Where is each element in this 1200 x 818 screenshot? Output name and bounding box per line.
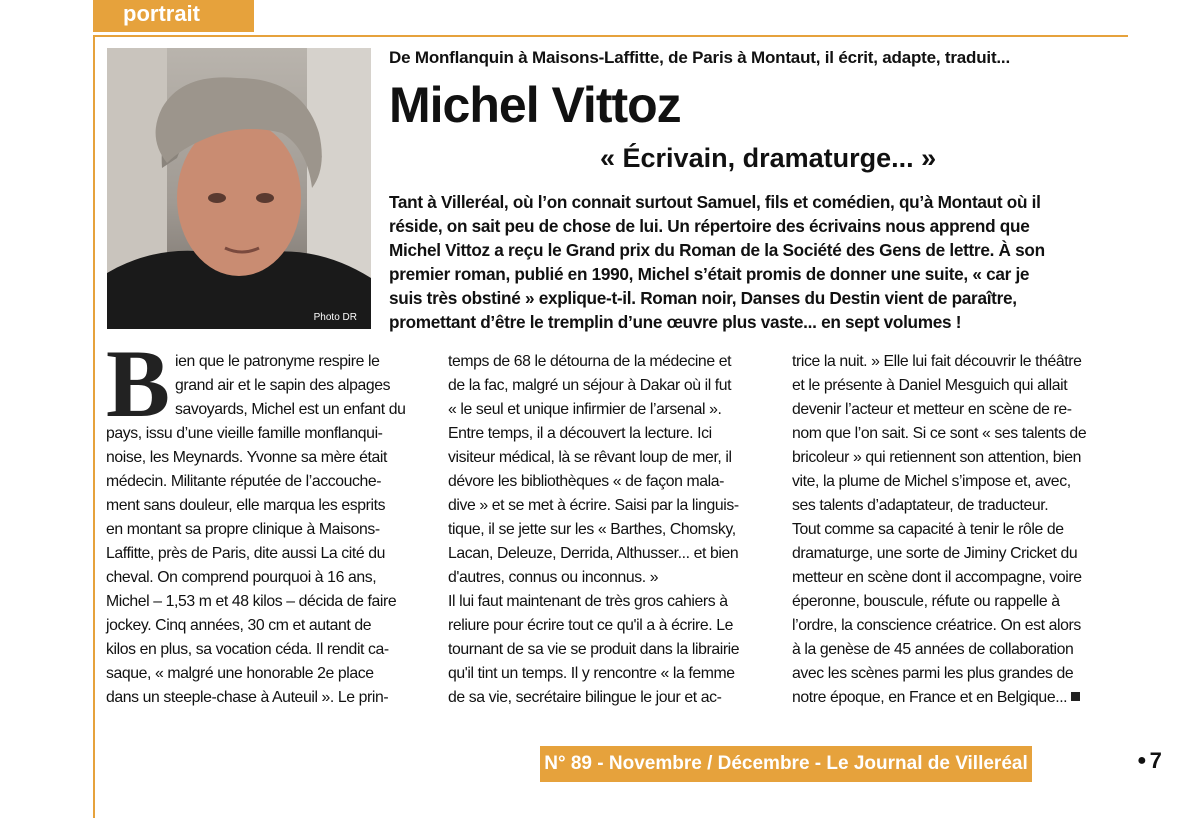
body-column-3 bbox=[792, 350, 1122, 710]
body-line: saque, « malgré une honorable 2e place bbox=[106, 665, 374, 682]
body-line: bricoleur » qui retiennent son attention, bien bbox=[792, 449, 1081, 466]
left-rule bbox=[93, 35, 95, 818]
body-column-1 bbox=[106, 350, 431, 710]
intro-line: réside, on sait peu de chose de lui. Un répertoire des écrivains nous apprend que bbox=[389, 216, 1030, 236]
body-line: Il lui faut maintenant de très gros cahiers à bbox=[448, 593, 728, 610]
page-number bbox=[1137, 748, 1162, 774]
body-line: et le présente à Daniel Mesguich qui allait bbox=[792, 377, 1068, 394]
body-line-text: notre époque, en France et en Belgique... bbox=[792, 689, 1068, 706]
body-line: ment sans douleur, elle marqua les esprits bbox=[106, 497, 386, 514]
body-line: temps de 68 le détourna de la médecine et bbox=[448, 353, 732, 370]
body-line: dive » et se met à écrire. Saisi par la linguis- bbox=[448, 497, 739, 514]
body-line: ses talents d’adaptateur, de traducteur. bbox=[792, 497, 1049, 514]
body-line: qu'il tint un temps. Il y rencontre « la femme bbox=[448, 665, 735, 682]
body-line: tique, il se jette sur les « Barthes, Chomsky, bbox=[448, 521, 736, 538]
page-number-text: 7 bbox=[1149, 748, 1162, 773]
bullet-icon: ● bbox=[1137, 752, 1147, 769]
body-line: Lacan, Deleuze, Derrida, Althusser... et bien bbox=[448, 545, 739, 562]
body-line: dévore les bibliothèques « de façon mala- bbox=[448, 473, 725, 490]
body-line: d'autres, connus ou inconnus. » bbox=[448, 569, 659, 586]
body-line: l’ordre, la conscience créatrice. On est alors bbox=[792, 617, 1081, 634]
intro-line: Michel Vittoz a reçu le Grand prix du Roman de la Société des Gens de lettre. À son bbox=[389, 240, 1045, 260]
body-line: en montant sa propre clinique à Maisons- bbox=[106, 521, 380, 538]
body-line: jockey. Cinq années, 30 cm et autant de bbox=[106, 617, 372, 634]
intro-paragraph bbox=[389, 190, 1129, 334]
top-rule bbox=[93, 35, 1128, 37]
body-line: metteur en scène dont il accompagne, voire bbox=[792, 569, 1082, 586]
body-line: Entre temps, il a découvert la lecture. Ici bbox=[448, 425, 712, 442]
body-line: reliure pour écrire tout ce qu'il a à écrire. Le bbox=[448, 617, 733, 634]
body-line: cheval. On comprend pourquoi à 16 ans, bbox=[106, 569, 377, 586]
portrait-illustration bbox=[107, 48, 371, 329]
body-line: grand air et le sapin des alpages bbox=[175, 377, 391, 394]
intro-line: promettant d’être le tremplin d’une œuvre plus vaste... en sept volumes ! bbox=[389, 312, 962, 332]
body-line: vite, la plume de Michel s’impose et, avec, bbox=[792, 473, 1071, 490]
body-line: ien que le patronyme respire le bbox=[175, 353, 380, 370]
end-mark-icon bbox=[1071, 692, 1080, 701]
footer-banner: N° 89 - Novembre / Décembre - Le Journal de Villeréal bbox=[540, 746, 1032, 782]
body-line: de la fac, malgré un séjour à Dakar où il fut bbox=[448, 377, 732, 394]
body-line: de sa vie, secrétaire bilingue le jour et ac- bbox=[448, 689, 722, 706]
portrait-photo bbox=[107, 48, 371, 329]
body-line-last bbox=[792, 686, 1122, 710]
drop-cap: B bbox=[106, 330, 171, 437]
intro-line: Tant à Villeréal, où l’on connait surtout Samuel, fils et comédien, qu’à Montaut où il bbox=[389, 192, 1041, 212]
section-tab: portrait bbox=[93, 0, 254, 32]
body-line: savoyards, Michel est un enfant du bbox=[175, 401, 406, 418]
body-line: nom que l’on sait. Si ce sont « ses talents de bbox=[792, 425, 1087, 442]
photo-credit: Photo DR bbox=[313, 312, 357, 323]
body-line: Laffitte, près de Paris, dite aussi La cité du bbox=[106, 545, 385, 562]
body-line: kilos en plus, sa vocation céda. Il rendit ca- bbox=[106, 641, 389, 658]
article-quote: « Écrivain, dramaturge... » bbox=[600, 143, 937, 173]
body-line: pays, issu d’une vieille famille monflanqui- bbox=[106, 425, 383, 442]
article-subtitle: De Monflanquin à Maisons-Laffitte, de Paris à Montaut, il écrit, adapte, traduit... bbox=[389, 48, 1010, 67]
article-title: Michel Vittoz bbox=[389, 77, 681, 133]
body-line: avec les scènes parmi les plus grandes de bbox=[792, 665, 1074, 682]
body-column-2 bbox=[448, 350, 773, 710]
body-line: trice la nuit. » Elle lui fait découvrir le théâtre bbox=[792, 353, 1082, 370]
body-line: « le seul et unique infirmier de l’arsenal ». bbox=[448, 401, 722, 418]
body-line: éperonne, bouscule, réfute ou rappelle à bbox=[792, 593, 1060, 610]
body-line: Tout comme sa capacité à tenir le rôle de bbox=[792, 521, 1064, 538]
body-line: médecin. Militante réputée de l’accouche- bbox=[106, 473, 382, 490]
body-line: tournant de sa vie se produit dans la librairie bbox=[448, 641, 740, 658]
intro-line: suis très obstiné » explique-t-il. Roman noir, Danses du Destin vient de paraître, bbox=[389, 288, 1017, 308]
body-line: dramaturge, une sorte de Jiminy Cricket du bbox=[792, 545, 1078, 562]
body-line: noise, les Meynards. Yvonne sa mère était bbox=[106, 449, 387, 466]
intro-line: premier roman, publié en 1990, Michel s’était promis de donner une suite, « car je bbox=[389, 264, 1030, 284]
body-line: à la genèse de 45 années de collaboration bbox=[792, 641, 1074, 658]
body-line: devenir l’acteur et metteur en scène de re- bbox=[792, 401, 1072, 418]
body-line: visiteur médical, là se rêvant loup de mer, il bbox=[448, 449, 732, 466]
body-line: dans un steeple-chase à Auteuil ». Le prin- bbox=[106, 689, 389, 706]
body-line: Michel – 1,53 m et 48 kilos – décida de faire bbox=[106, 593, 397, 610]
